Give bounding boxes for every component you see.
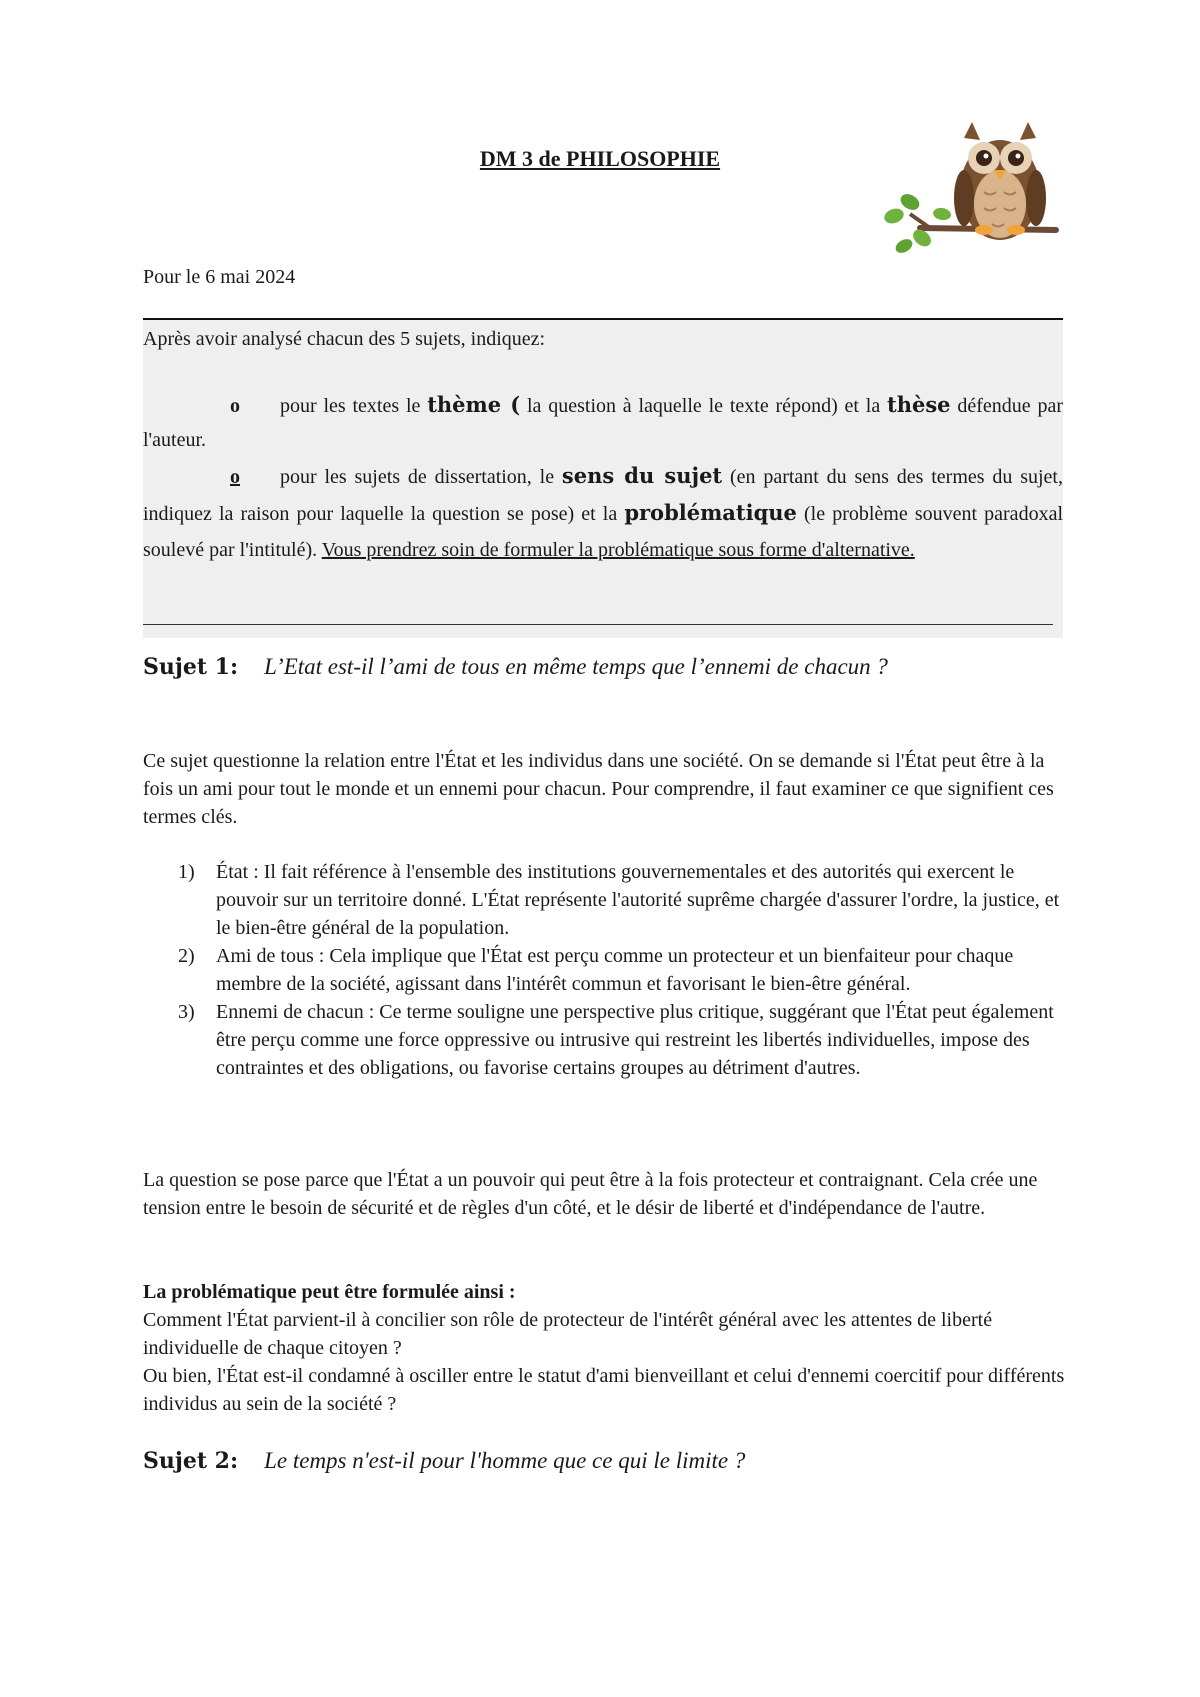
list-number: 2) bbox=[178, 945, 195, 967]
instruction-bullet-dissertations bbox=[143, 458, 1063, 568]
keyword-problematique: problématique bbox=[624, 500, 797, 525]
keyword-theme: thème ( bbox=[427, 392, 521, 417]
sujet-2-heading bbox=[143, 1448, 745, 1474]
problematique-heading: La problématique peut être formulée ainsi : bbox=[143, 1281, 516, 1303]
sujet-question: Le temps n'est-il pour l'homme que ce qui le limite ? bbox=[264, 1448, 746, 1473]
problematique-line-1: Comment l'État parvient-il à concilier son rôle de protecteur de l'intérêt général avec les attentes de liberté individuelle de chaque citoyen ? bbox=[143, 1309, 993, 1359]
bullet-marker: o bbox=[230, 395, 240, 417]
instruction-bullet-texts bbox=[143, 388, 1063, 457]
problematique-line-2: Ou bien, l'État est-il condamné à osciller entre le statut d'ami bienveillant et celui d'ennemi coercitif pour différents individus au sein de la société ? bbox=[143, 1365, 1065, 1415]
bullet-text: pour les sujets de dissertation, le bbox=[280, 466, 562, 488]
definitions-list bbox=[143, 858, 1073, 1082]
sujet-question: L’Etat est-il l’ami de tous en même temps que l’ennemi de chacun ? bbox=[264, 654, 888, 679]
owl-icon bbox=[880, 118, 1060, 268]
due-date: Pour le 6 mai 2024 bbox=[143, 266, 296, 288]
divider bbox=[143, 624, 1053, 625]
sujet-1-problematique bbox=[143, 1278, 1073, 1418]
keyword-sens-du-sujet: sens du sujet bbox=[561, 463, 723, 488]
list-item bbox=[143, 858, 1073, 942]
sujet-label: Sujet 1: bbox=[143, 654, 239, 680]
list-number: 3) bbox=[178, 1001, 195, 1023]
instructions-box bbox=[143, 318, 1063, 638]
sujet-label: Sujet 2: bbox=[143, 1448, 239, 1474]
bullet-text: (en partant du sens des termes du sujet, indiquez la raison pour laquelle la question se pose) et la bbox=[143, 466, 1063, 525]
instructions-intro: Après avoir analysé chacun des 5 sujets, indiquez: bbox=[143, 328, 546, 350]
sujet-1-intro: Ce sujet questionne la relation entre l'État et les individus dans une société. On se demande si l'État peut être à la fois un ami pour tout le monde et un ennemi pour chacun. Pour comprendre, il faut examiner ce que signifient ces termes clés. bbox=[143, 750, 1054, 828]
list-item bbox=[143, 998, 1073, 1082]
bullet-text: la question à laquelle le texte répond) et la bbox=[520, 395, 888, 417]
list-text: Ami de tous : Cela implique que l'État est perçu comme un protecteur et un bienfaiteur pour chaque membre de la société, agissant dans l'intérêt commun et favorisant le bien-être général. bbox=[216, 945, 1014, 995]
list-item bbox=[143, 942, 1073, 998]
keyword-these: thèse bbox=[887, 392, 951, 417]
list-text: Ennemi de chacun : Ce terme souligne une perspective plus critique, suggérant que l'État peut également être perçu comme une force oppressive ou intrusive qui restreint les libertés individuelles, impose des contraintes et des obligations, ou favorise certains groupes au détriment d'autres. bbox=[216, 1001, 1054, 1079]
page-title: DM 3 de PHILOSOPHIE bbox=[479, 146, 721, 171]
bullet-marker: o bbox=[230, 466, 240, 488]
bullet-text: pour les textes le bbox=[280, 395, 428, 417]
underlined-instruction: Vous prendrez soin de formuler la problématique sous forme d'alternative. bbox=[321, 539, 915, 561]
bullet-text: (le problème souvent paradoxal soulevé par l'intitulé). bbox=[143, 503, 1063, 561]
bullet-text: défendue par l'auteur. bbox=[143, 395, 1063, 451]
sujet-1-heading bbox=[143, 654, 888, 680]
list-number: 1) bbox=[178, 861, 195, 883]
sujet-1-reason: La question se pose parce que l'État a un pouvoir qui peut être à la fois protecteur et contraignant. Cela crée une tension entre le besoin de sécurité et de règles d'un côté, et le désir de liberté et d'indépendance de l'autre. bbox=[143, 1169, 1038, 1219]
list-text: État : Il fait référence à l'ensemble des institutions gouvernementales et des autorités qui exercent le pouvoir sur un territoire donné. L'État représente l'autorité suprême chargée d'assurer l'ordre, la justice, et le bien-être général de la population. bbox=[216, 861, 1060, 939]
